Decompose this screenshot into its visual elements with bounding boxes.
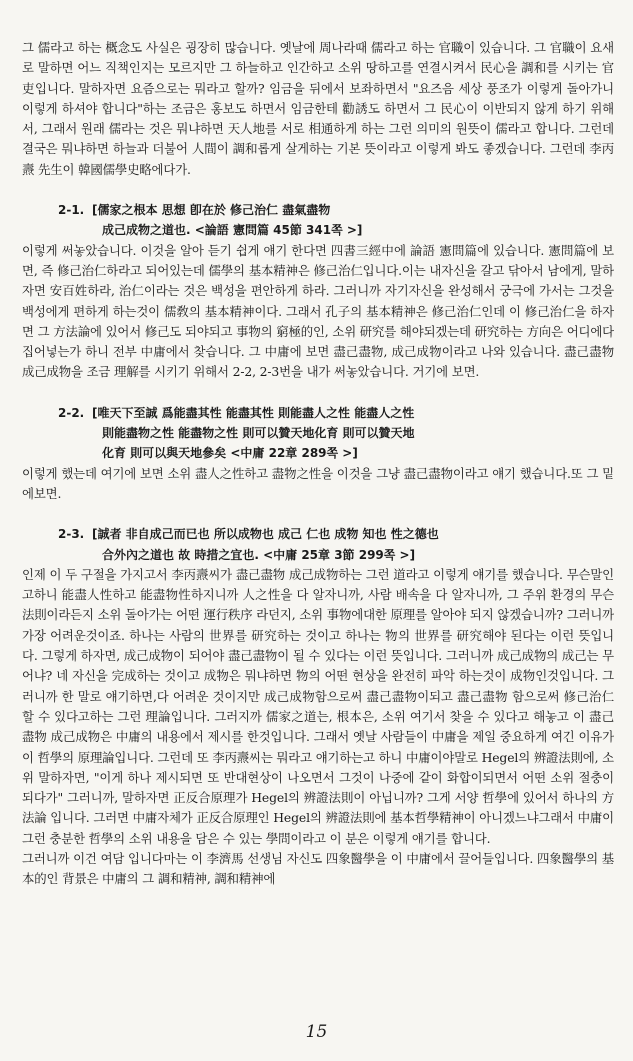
body-paragraph-2-1: 이렇게 써놓았습니다. 이것을 알아 듣기 쉽게 얘기 한다면 四書三經中에 論語 憲問篇에 있습니다. 憲問篇에 보면, 즉 修己治仁하라고 되어있는데 儒學의 基本精神은 修己治仁입니다.이는 내자신을 갈고 닦아서 남에게, 말하자면 安百姓하라, 治仁이라는 것은 백성을 편안하게 하라. 그러니까 자기자신을 완성해서 궁극에 가서는 그것을 백성에게 편하게 하는것이 儒敎의 基本精神이다. 그래서 孔子의 基本精神은 修己治仁인데 이 修己治仁을 하자면 그 方法論에 있어서 修己도 되야되고 事物의 窮極的인, 소위 研究를 해야되겠는데 研究하는 方向은 어디에다 집어넣는가 하니 전부 中庸에서 찾습니다. 그 中庸에 보면 盡己盡物, 成己成物이라고 나와 있습니다. 盡己盡物 成己成物을 조금 理解를 시키기 위해서 2-2, 2-3번을 내가 써놓았습니다. 거기에 보면. xyxy=(22,242,614,380)
citation-line: [儒家之根本 思想 卽在於 修己治仁 盡氣盡物 xyxy=(92,203,331,218)
citation-line: 則能盡物之性 能盡物之性 則可以贊天地化育 則可以贊天地 xyxy=(102,426,415,441)
intro-paragraph: 그 儒라고 하는 概念도 사실은 굉장히 많습니다. 옛날에 周나라때 儒라고 하는 官職이 있습니다. 그 官職이 요새로 말하면 어느 직책인지는 모르지만 그 하늘하고 인간하고 소위 땅하고를 연결시켜서 民心을 調和를 시키는 官吏입니다. 말하자면 요즘으로는 뭐라고 할까? 임금을 뒤에서 보좌하면서 "요즈음 세상 풍조가 이렇게 돌아가니 이렇게 하셔야 합니다"하는 조금은 홍보도 하면서 임금한테 勸誘도 하면서 그 民心이 이반되지 않게 하기 위해서, 그래서 원래 儒라는 것은 뭐냐하면 天人地를 서로 相通하게 하는 그런 의미의 원뜻이 儒라고 합니다. 그런데 결국은 뭐냐하면 하늘과 더불어 人間이 調和롭게 살게하는 기본 뜻이라고 이렇게 봐도 좋겠습니다. 그런데 李丙燾 先生이 韓國儒學史略에다가. xyxy=(22,40,614,177)
citation-line: 成己成物之道也. <論語 憲問篇 45節 341쪽 >] xyxy=(102,223,363,238)
citation-2-3 xyxy=(22,524,614,565)
page-number: 15 xyxy=(305,1022,328,1042)
citation-line: [唯天下至誠 爲能盡其性 能盡其性 則能盡人之性 能盡人之性 xyxy=(92,405,415,420)
body-paragraph-2-3-continued: 그러니까 이건 여담 입니다마는 이 李濟馬 선생님 자신도 四象醫學을 이 中庸에서 끌어들입니다. 四象醫學의 基本的인 背景은 中庸의 그 調和精神, 調和精神에 xyxy=(22,850,614,887)
citation-number: 2-3. xyxy=(58,527,85,542)
body-paragraph-2-2: 이렇게 했는데 여기에 보면 소위 盡人之性하고 盡物之性을 이것을 그냥 盡己盡物이라고 얘기 했습니다.또 그 밑에보면. xyxy=(22,465,614,501)
citation-2-2 xyxy=(22,403,614,464)
citation-2-1 xyxy=(22,200,614,241)
citation-line: 合外內之道也 故 時措之宜也. <中庸 25章 3節 299쪽 >] xyxy=(102,547,416,562)
citation-number: 2-2. xyxy=(58,405,85,420)
body-paragraph-2-3: 인제 이 두 구절을 가지고서 李丙燾씨가 盡己盡物 成己成物하는 그런 道라고 이렇게 얘기를 했습니다. 무슨말인고하니 能盡人性하고 能盡物性하지니까 人之性을 다 알자니까, 사람 배속을 다 알자니까, 그 주위 환경의 무슨 法則이라든지 소위 돌아가는 어떤 運行秩序 라던지, 소위 事物에대한 原理를 알아야 되지 않겠습니까? 그러니까 가장 어려운것이죠. 하나는 사람의 世界를 研究하는 것이고 하나는 物의 世界를 研究해야 된다는 이런 뜻입니다. 그렇게 하자면, 成己成物이 되어야 盡己盡物이 될 수 있다는 이런 뜻입니다. 그러니까 成己成物의 成己는 무어냐? 네 자신을 完成하는 것이고 成物은 뭐냐하면 物의 어떤 현상을 완전히 파악 하는것이 成物인것입니다. 그러니까 한 말로 얘기하면,다 어려운 것이지만 成己成物함으로써 盡己盡物이되고 盡己盡物 함으로써 修己治仁 할 수 있다고하는 그런 理論입니다. 그러지까 儒家之道는, 根本은, 소위 여기서 찾을 수 있다고 해놓고 이 盡己盡物 成己成物은 中庸의 내용에서 제시를 한것입니다. 그래서 옛날 사람들이 中庸을 제일 중요하게 여긴 이유가 이 哲學의 原理論입니다. 그런데 또 李丙燾씨는 뭐라고 얘기하는고 하니 中庸이야말로 Hegel의 辨證法則에, 소위 말하자면, "이게 하나 제시되면 또 반대현상이 나오면서 그것이 나중에 같이 화합이되면서 어떤 소위 절충이 되다가" 그러니까, 말하자면 正反合原理가 Hegel의 辨證法則이 아닙니까? 그게 서양 哲學에 있어서 하나의 方法論 입니다. 그러면 中庸자체가 正反合原理인 Hegel의 辨證法則에 基本哲學精神이 아니겠느냐그래서 中庸이 그런 충분한 哲學의 소위 내용을 담은 수 있는 學問이라고 이 분은 이렇게 얘기를 합니다. xyxy=(22,566,614,846)
citation-line: [誠者 非自成己而已也 所以成物也 成己 仁也 成物 知也 性之德也 xyxy=(92,527,439,542)
document-page xyxy=(22,38,614,890)
citation-number: 2-1. xyxy=(58,203,85,218)
citation-line: 化育 則可以與天地參矣 <中庸 22章 289쪽 >] xyxy=(102,446,358,461)
